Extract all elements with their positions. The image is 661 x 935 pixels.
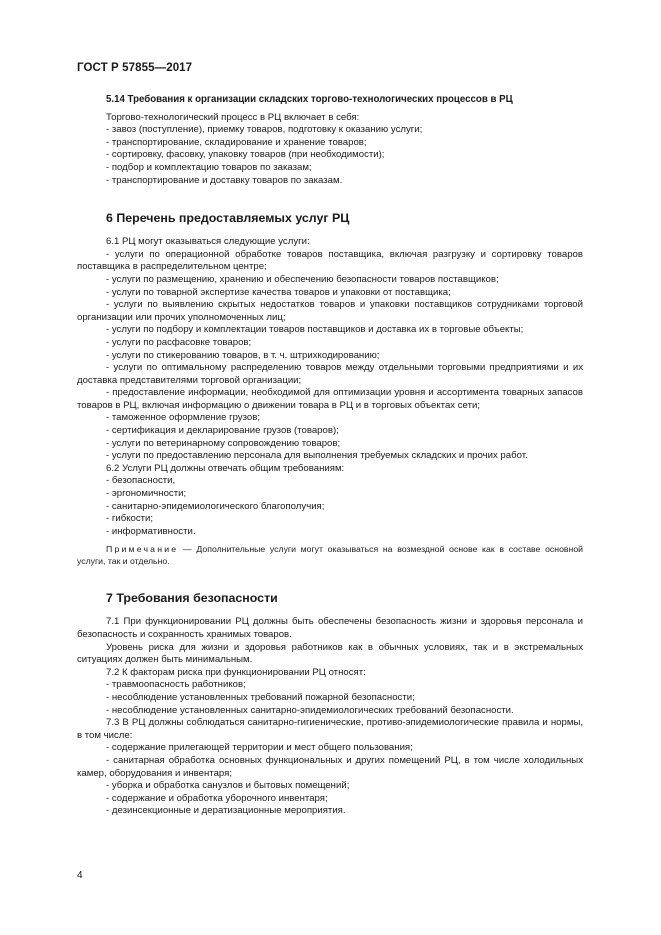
- list-item: - услуги по размещению, хранению и обеспечению безопасности товаров поставщиков;: [106, 273, 499, 285]
- list-item: - транспортирование, складирование и хранение товаров;: [106, 136, 367, 148]
- section-5-14-title: 5.14 Требования к организации складских торгово-технологических процессов в РЦ: [106, 94, 513, 105]
- page-number: 4: [77, 870, 83, 881]
- list-item: - услуги по стикерованию товаров, в т. ч. штрихкодированию;: [106, 349, 380, 361]
- list-item: - услуги по оптимальному распределению товаров между отдельными торговыми предприятиями и их доставка представителями торговой организации;: [77, 362, 583, 386]
- note-text: — Дополнительные услуги могут оказываться на возмездной основе как в составе основной услуги, так и отдельно.: [77, 544, 583, 567]
- list-item: - услуги по операционной обработке товаров поставщика, включая разгрузку и сортировку товаров поставщика в распределительном центре;: [77, 248, 583, 273]
- paragraph: 7.3 В РЦ должны соблюдаться санитарно-гигиенические, противо-эпидемиологические правила и нормы, в том числе:: [77, 717, 583, 741]
- document-header: ГОСТ Р 57855—2017: [77, 62, 193, 74]
- list-item: - информативности.: [106, 525, 196, 537]
- list-item: - эргономичности;: [106, 488, 187, 500]
- list-item: - таможенное оформление грузов;: [106, 412, 260, 424]
- list-item: - несоблюдение установленных требований пожарной безопасности;: [106, 691, 415, 703]
- list-item: - подбор и комплектацию товаров по заказам;: [106, 161, 312, 173]
- paragraph: 7.1 При функционировании РЦ должны быть обеспечены безопасность жизни и здоровья персонала и безопасность и сохранность хранимых товаров.: [77, 616, 583, 640]
- list-item: - услуги по предоставлению персонала для выполнения требуемых складских и прочих работ.: [106, 450, 528, 462]
- list-item: - травмоопасность работников;: [106, 679, 246, 691]
- section-7-title: 7 Требования безопасности: [106, 591, 278, 606]
- note: [77, 543, 583, 567]
- section-6-title: 6 Перечень предоставляемых услуг РЦ: [106, 211, 350, 226]
- list-item: - услуги по товарной экспертизе качества товаров и упаковки от поставщика;: [106, 286, 451, 298]
- list-item: - транспортирование и доставку товаров по заказам.: [106, 174, 343, 186]
- list-item: - безопасности,: [106, 475, 176, 487]
- list-item: - услуги по выявлению скрытых недостатков товаров и упаковки поставщиков сотрудниками торговой организации или прочих уполномоченных лиц;: [77, 299, 583, 323]
- paragraph: 7.2 К факторам риска при функционировании РЦ относят:: [106, 666, 366, 678]
- paragraph: Уровень риска для жизни и здоровья работников как в обычных условиях, так и в экстремальных ситуациях должен быть минимальным.: [77, 641, 583, 666]
- list-item: - содержание и обработка уборочного инвентаря;: [106, 792, 328, 804]
- list-item: - сортировку, фасовку, упаковку товаров (при необходимости);: [106, 149, 385, 161]
- list-item: - предоставление информации, необходимой для оптимизации уровня и ассортимента товарных запасов товаров в РЦ, включая информацию о движении товара в РЦ и в торговых объектах сети;: [77, 387, 583, 411]
- list-item: - услуги по ветеринарному сопровождению товаров;: [106, 437, 341, 449]
- list-item: - сертификация и декларирование грузов (товаров);: [106, 425, 339, 437]
- list-item: - услуги по подбору и комплектации товаров поставщиков и доставка их в торговые объекты;: [106, 324, 524, 336]
- paragraph: 6.2 Услуги РЦ должны отвечать общим требованиям:: [106, 462, 345, 474]
- list-item: - санитарно-эпидемиологического благополучия;: [106, 500, 325, 512]
- paragraph: Торгово-технологический процесс в РЦ включает в себя:: [106, 111, 360, 123]
- list-item: - дезинсекционные и дератизационные мероприятия.: [106, 805, 346, 817]
- document-body: [77, 88, 583, 818]
- list-item: - содержание прилегающей территории и мест общего пользования;: [106, 742, 413, 754]
- note-label: Примечание: [106, 544, 179, 555]
- paragraph: 6.1 РЦ могут оказываться следующие услуги:: [106, 236, 310, 248]
- list-item: - несоблюдение установленных санитарно-эпидемиологических требований безопасности.: [106, 704, 514, 716]
- list-item: - гибкости;: [106, 513, 154, 525]
- list-item: - санитарная обработка основных функциональных и других помещений РЦ, в том числе холодильных камер, оборудования и инвентаря;: [77, 754, 583, 779]
- list-item: - уборка и обработка санузлов и бытовых помещений;: [106, 780, 350, 792]
- list-item: - услуги по расфасовке товаров;: [106, 336, 252, 348]
- list-item: - завоз (поступление), приемку товаров, подготовку к оказанию услуги;: [106, 124, 423, 136]
